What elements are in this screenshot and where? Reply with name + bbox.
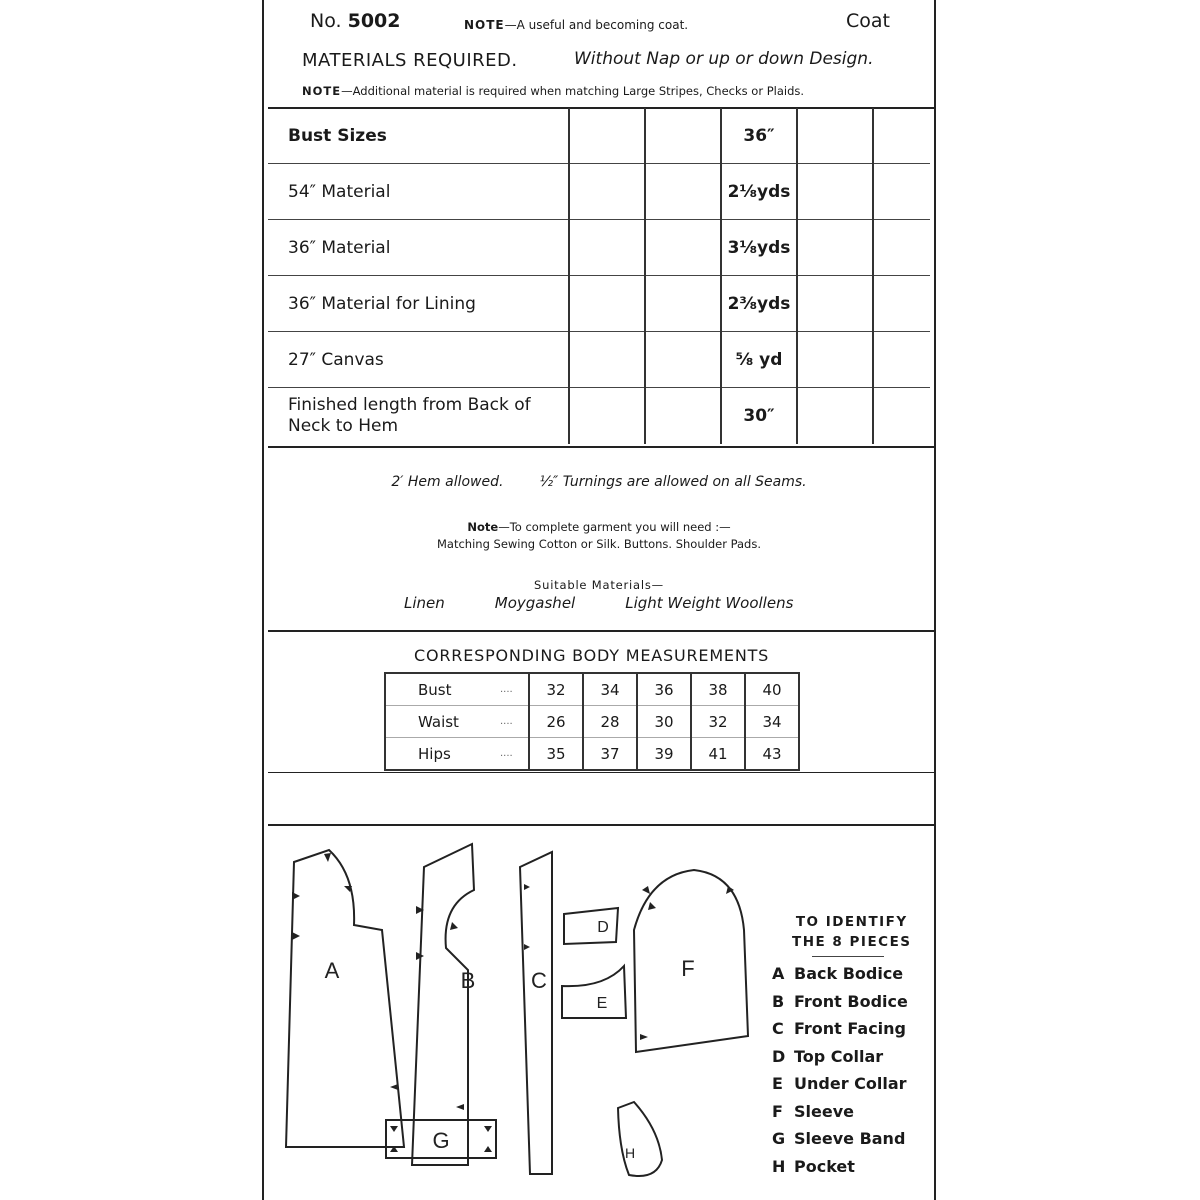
table-row bbox=[385, 738, 799, 771]
table-cell: 30″ bbox=[721, 388, 797, 445]
identify-title bbox=[792, 912, 912, 952]
piece-label-h: H bbox=[624, 1145, 636, 1161]
piece-h-outline bbox=[618, 1102, 662, 1176]
table-cell: 41 bbox=[691, 738, 745, 771]
header-note: NOTE—A useful and becoming coat. bbox=[464, 18, 689, 32]
table-cell bbox=[645, 276, 721, 332]
nap-note: Without Nap or up or down Design. bbox=[574, 49, 874, 69]
table-cell: 37 bbox=[583, 738, 637, 771]
list-item: E Under Collar bbox=[772, 1074, 907, 1093]
row-label: 36″ Material bbox=[268, 220, 569, 276]
piece-label-c: C bbox=[531, 968, 547, 993]
list-item: C Front Facing bbox=[772, 1019, 906, 1038]
table-cell bbox=[797, 276, 873, 332]
table-row bbox=[268, 388, 930, 445]
table-cell: 34 bbox=[583, 673, 637, 706]
notions-list: Matching Sewing Cotton or Silk. Buttons. Shoulder Pads. bbox=[437, 537, 761, 551]
pattern-pieces-diagram bbox=[264, 830, 784, 1200]
table-cell bbox=[873, 388, 930, 445]
table-cell: 43 bbox=[745, 738, 799, 771]
garment-type: Coat bbox=[846, 10, 890, 32]
divider bbox=[268, 772, 934, 773]
leader-dots: .... bbox=[500, 706, 529, 738]
table-cell bbox=[873, 220, 930, 276]
piece-b-outline bbox=[412, 844, 474, 1165]
list-item: A Back Bodice bbox=[772, 964, 904, 983]
identify-title-line: TO IDENTIFY bbox=[795, 914, 908, 930]
identify-title-line: THE 8 PIECES bbox=[792, 934, 912, 950]
table-cell bbox=[873, 108, 930, 164]
table-cell bbox=[569, 388, 645, 445]
leader-dots: .... bbox=[500, 673, 529, 706]
materials-title: MATERIALS REQUIRED. bbox=[302, 50, 518, 71]
list-item: B Front Bodice bbox=[772, 991, 908, 1011]
table-cell: 38 bbox=[691, 673, 745, 706]
row-label: Waist bbox=[385, 706, 500, 738]
table-cell: 36 bbox=[637, 673, 691, 706]
table-cell: 39 bbox=[637, 738, 691, 771]
table-cell: 36″ bbox=[721, 108, 797, 164]
table-cell bbox=[569, 164, 645, 220]
table-cell: 35 bbox=[529, 738, 583, 771]
table-cell: 3⅛yds bbox=[721, 220, 797, 276]
table-cell bbox=[569, 108, 645, 164]
table-row bbox=[385, 706, 799, 738]
table-cell: 40 bbox=[745, 673, 799, 706]
table-cell bbox=[569, 276, 645, 332]
table-cell bbox=[797, 388, 873, 445]
piece-d-outline bbox=[564, 908, 618, 944]
list-item: G Sleeve Band bbox=[772, 1129, 906, 1148]
stripes-note: NOTE—Additional material is required when matching Large Stripes, Checks or Plaids. bbox=[302, 84, 805, 98]
allowances-text: 2′ Hem allowed. ½″ Turnings are allowed on all Seams. bbox=[391, 474, 807, 490]
table-cell bbox=[797, 220, 873, 276]
list-item: H Pocket bbox=[772, 1156, 855, 1176]
row-label: 54″ Material bbox=[268, 164, 569, 220]
table-cell bbox=[873, 276, 930, 332]
table-row bbox=[268, 332, 930, 388]
piece-e-outline bbox=[562, 966, 626, 1018]
row-label: 36″ Material for Lining bbox=[268, 276, 569, 332]
piece-a-outline bbox=[286, 850, 404, 1147]
piece-label-e: E bbox=[596, 995, 608, 1012]
table-cell bbox=[569, 332, 645, 388]
table-cell: 28 bbox=[583, 706, 637, 738]
leader-dots: .... bbox=[500, 748, 513, 759]
table-cell bbox=[645, 220, 721, 276]
table-row bbox=[268, 164, 930, 220]
table-cell: 2⅛yds bbox=[721, 164, 797, 220]
list-item: F Sleeve bbox=[772, 1101, 854, 1121]
divider bbox=[268, 824, 934, 826]
piece-label-b: B bbox=[460, 968, 476, 993]
table-row bbox=[385, 673, 799, 706]
table-cell bbox=[797, 332, 873, 388]
row-label: 27″ Canvas bbox=[268, 332, 569, 388]
piece-c-outline bbox=[520, 852, 552, 1174]
pattern-envelope-back bbox=[262, 0, 936, 1200]
material-item: Moygashel bbox=[494, 594, 576, 612]
materials-table bbox=[268, 108, 930, 444]
row-label: Bust bbox=[385, 673, 500, 706]
table-cell: 32 bbox=[529, 673, 583, 706]
suitable-materials-list bbox=[404, 594, 793, 612]
suitable-materials-title: Suitable Materials— bbox=[534, 578, 664, 592]
table-cell bbox=[569, 220, 645, 276]
piece-label-a: A bbox=[324, 958, 340, 983]
body-measurements-table bbox=[384, 672, 800, 771]
row-label: Hips bbox=[418, 744, 451, 763]
table-cell: ⅝ yd bbox=[721, 332, 797, 388]
table-cell bbox=[873, 164, 930, 220]
table-cell: 30 bbox=[637, 706, 691, 738]
complete-note: Note—To complete garment you will need :— bbox=[467, 520, 731, 534]
table-row bbox=[268, 220, 930, 276]
divider bbox=[268, 446, 934, 448]
table-cell bbox=[797, 108, 873, 164]
table-cell bbox=[645, 332, 721, 388]
row-label bbox=[268, 388, 569, 445]
row-label: Bust Sizes bbox=[268, 108, 569, 164]
table-cell: 2⅜yds bbox=[721, 276, 797, 332]
piece-label-d: D bbox=[597, 919, 609, 936]
row-label-text: Finished length from Back of Neck to Hem bbox=[288, 395, 531, 436]
table-cell: 32 bbox=[691, 706, 745, 738]
pattern-number: No. 5002 bbox=[310, 10, 401, 32]
table-row bbox=[268, 276, 930, 332]
table-cell: 26 bbox=[529, 706, 583, 738]
table-cell bbox=[645, 388, 721, 445]
table-cell bbox=[873, 332, 930, 388]
table-cell: 34 bbox=[745, 706, 799, 738]
piece-list bbox=[772, 964, 908, 1184]
divider bbox=[812, 956, 884, 957]
body-measurements-title: CORRESPONDING BODY MEASUREMENTS bbox=[414, 646, 770, 665]
list-item: D Top Collar bbox=[772, 1046, 884, 1066]
divider bbox=[268, 630, 934, 632]
table-cell bbox=[645, 164, 721, 220]
piece-label-g: G bbox=[432, 1128, 450, 1153]
piece-label-f: F bbox=[681, 956, 695, 981]
table-cell bbox=[645, 108, 721, 164]
material-item: Light Weight Woollens bbox=[625, 594, 794, 612]
table-row bbox=[268, 108, 930, 164]
material-item: Linen bbox=[404, 594, 445, 612]
table-cell bbox=[797, 164, 873, 220]
